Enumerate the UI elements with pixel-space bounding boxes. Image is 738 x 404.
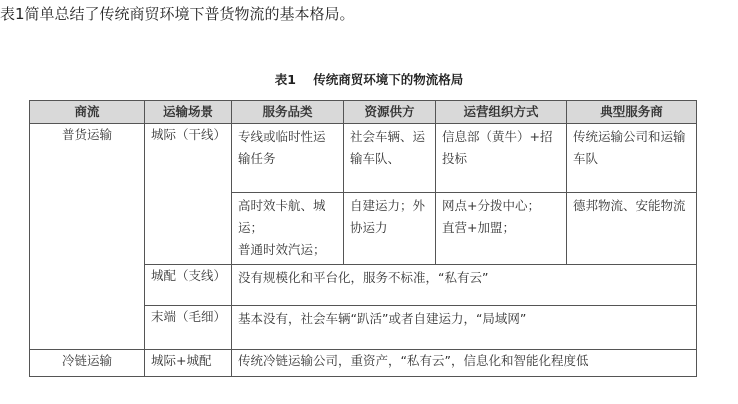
header-operation-mode: 运营组织方式	[436, 101, 567, 124]
table-caption: 表1 传统商贸环境下的物流格局	[274, 72, 464, 87]
cell-category-b	[232, 193, 344, 265]
header-service-category: 服务品类	[232, 101, 344, 124]
cell-category-a: 专线或临时性运输任务	[232, 124, 344, 193]
scene-city-distribution: 城配（支线）	[145, 265, 232, 306]
intro-paragraph: 表1简单总结了传统商贸环境下普货物流的基本格局。	[0, 5, 355, 23]
scene-cold-chain: 城际+城配	[145, 350, 232, 377]
cell-last-mile-desc: 基本没有，社会车辆“趴活”或者自建运力，“局域网”	[232, 306, 697, 350]
header-typical-provider: 典型服务商	[567, 101, 697, 124]
category-b-line-1: 高时效卡航、城运；	[238, 198, 326, 235]
header-transport-scene: 运输场景	[145, 101, 232, 124]
table-row	[30, 124, 697, 193]
cell-city-distribution-desc: 没有规模化和平台化，服务不标准，“私有云”	[232, 265, 697, 306]
table-header-row	[30, 101, 697, 124]
cell-provider-a: 传统运输公司和运输车队	[567, 124, 697, 193]
cell-cold-chain-desc: 传统冷链运输公司，重资产，“私有云”，信息化和智能化程度低	[232, 350, 697, 377]
table-row	[30, 350, 697, 377]
operation-b-line-1: 网点+分拨中心；	[442, 198, 540, 213]
header-resource-supply: 资源供方	[344, 101, 436, 124]
flow-general-cargo: 普货运输	[30, 124, 145, 350]
cell-operation-b	[436, 193, 567, 265]
cell-supply-b: 自建运力；外协运力	[344, 193, 436, 265]
category-b-line-2: 普通时效汽运；	[238, 242, 326, 257]
flow-cold-chain: 冷链运输	[30, 350, 145, 377]
cell-supply-a: 社会车辆、运输车队、	[344, 124, 436, 193]
operation-b-line-2: 直营+加盟；	[442, 220, 515, 235]
scene-intercity: 城际（干线）	[145, 124, 232, 265]
scene-last-mile: 末端（毛细）	[145, 306, 232, 350]
logistics-table	[29, 100, 697, 377]
cell-operation-a: 信息部（黄牛）+招投标	[436, 124, 567, 193]
header-business-flow: 商流	[30, 101, 145, 124]
cell-provider-b: 德邦物流、安能物流	[567, 193, 697, 265]
